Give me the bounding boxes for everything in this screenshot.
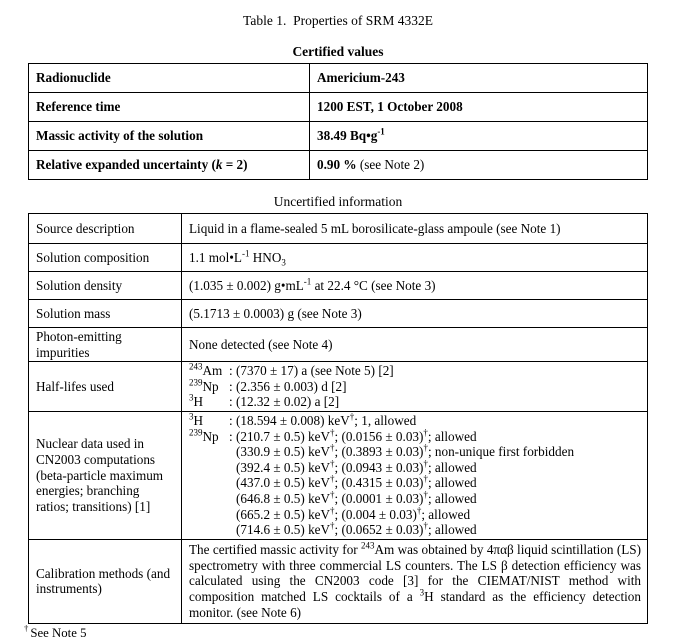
nuclear-data-cell [182, 411, 648, 539]
row-label-cell: Half-lifes used [29, 362, 182, 412]
nuclide-symbol [189, 460, 229, 476]
row-value-cell: Americium-243 [310, 64, 648, 93]
uncertified-information-table [28, 213, 648, 624]
nuclear-data-line [189, 507, 641, 523]
row-label-cell: Solution mass [29, 300, 182, 328]
nuclear-data-value: (437.0 ± 0.5) keV†; (0.4315 ± 0.03)†; allowed [236, 473, 477, 491]
nuclear-data-line [189, 429, 641, 445]
nuclear-data-line [189, 444, 641, 460]
half-lives-cell [182, 362, 648, 412]
table-row [29, 411, 648, 539]
table-row [29, 328, 648, 362]
nuclear-data-line [189, 460, 641, 476]
row-value-cell: 38.49 $Bq•g^{-1}$ [310, 122, 648, 151]
row-label-cell: Calibration methods (and instruments) [29, 539, 182, 623]
row-label-cell: Source description [29, 214, 182, 244]
row-label-cell: Solution density [29, 272, 182, 300]
row-label-cell: Nuclear data used in CN2003 computations (beta-particle maximum energies; branching ratios; transitions) [1] [29, 411, 182, 539]
row-value-cell: 1200 EST, 1 October 2008 [310, 93, 648, 122]
calibration-methods-cell: The certified massic activity for $^{243}$Am was obtained by 4παβ liquid scintillation (LS) spectrometry with three commercial LS counters. The LS β detection efficiency was calculated using the CN2003 code [3] for the CIEMAT/NIST method with composition matched LS cocktails of a $^3$H standard as the efficiency detection monitor. (see Note 6) [182, 539, 648, 623]
table-title: Table 1. Properties of SRM 4332E [243, 13, 433, 28]
row-label-cell: Relative expanded uncertainty (k = 2) [29, 151, 310, 180]
certified-values-heading: Certified values [292, 44, 384, 59]
row-value-cell: Liquid in a flame-sealed 5 mL borosilicate-glass ampoule (see Note 1) [182, 214, 648, 244]
footnote-text: See Note 5 [30, 625, 87, 640]
nuclear-data-line [189, 413, 641, 429]
nuclide-symbol [189, 507, 229, 523]
certified-values-table [28, 63, 648, 180]
row-value-cell: (5.1713 ± 0.0003) g (see Note 3) [182, 300, 648, 328]
table-row [29, 64, 648, 93]
nuclide-symbol [189, 522, 229, 538]
nuclide-symbol [189, 444, 229, 460]
nuclear-data-value: (714.6 ± 0.5) keV†; (0.0652 ± 0.03)†; allowed [236, 520, 477, 538]
nuclear-data-value: (665.2 ± 0.5) keV†; (0.004 ± 0.03)†; allowed [236, 505, 471, 522]
table-row [29, 272, 648, 300]
row-label-cell: Radionuclide [29, 64, 310, 93]
nuclide-symbol: $^{243}$Am [189, 361, 223, 379]
nuclide-symbol: $^{239}$Np [189, 427, 219, 444]
table-row [29, 244, 648, 272]
nuclide-symbol [189, 491, 229, 507]
nuclide-symbol: $^3$H [189, 411, 204, 428]
row-label-cell: Massic activity of the solution [29, 122, 310, 151]
nuclide-symbol [189, 475, 229, 491]
dagger-symbol: † [24, 623, 29, 634]
row-value-cell: None detected (see Note 4) [182, 328, 648, 362]
half-life-line [189, 394, 641, 410]
nuclear-data-line [189, 475, 641, 491]
table-row [29, 122, 648, 151]
row-label-cell: Solution composition [29, 244, 182, 272]
row-label-cell: Reference time [29, 93, 310, 122]
half-life-value: : (12.32 ± 0.02) a [2] [229, 394, 340, 410]
nuclear-data-value: (392.4 ± 0.5) keV†; (0.0943 ± 0.03)†; allowed [236, 458, 477, 475]
half-life-line [189, 363, 641, 379]
table-row [29, 93, 648, 122]
nuclear-data-value: (330.9 ± 0.5) keV†; (0.3893 ± 0.03)†; non-unique first forbidden [236, 442, 575, 460]
uncertified-information-heading: Uncertified information [273, 194, 403, 209]
nuclear-data-value: (646.8 ± 0.5) keV†; (0.0001 ± 0.03)†; allowed [236, 489, 477, 506]
nuclide-symbol: $^3$H [189, 392, 204, 410]
nuclide-symbol: $^{239}$Np [189, 377, 219, 394]
table-row [29, 214, 648, 244]
nuclear-data-value: : (210.7 ± 0.5) keV†; (0.0156 ± 0.03)†; allowed [229, 427, 477, 444]
half-life-line [189, 379, 641, 395]
row-value-cell: (1.035 ± 0.002) $g•mL^{-1}$ at 22.4 °C (see Note 3) [182, 272, 648, 300]
nuclear-data-line [189, 522, 641, 538]
table-row [29, 362, 648, 412]
nuclear-data-value: : (18.594 ± 0.008) keV†; 1, allowed [229, 411, 417, 428]
dagger-footnote [24, 623, 676, 641]
table-row [29, 539, 648, 623]
row-value-cell: 1.1 $mol•L^{-1}$ $HNO_3$ [182, 244, 648, 272]
row-label-cell: Photon-emitting impurities [29, 328, 182, 362]
half-life-value: : (2.356 ± 0.003) d [2] [229, 378, 347, 394]
half-life-value: : (7370 ± 17) a (see Note 5) [2] [229, 363, 394, 379]
table-row [29, 151, 648, 180]
row-value-cell: 0.90 % (see Note 2) [310, 151, 648, 180]
nuclear-data-line [189, 491, 641, 507]
table-row [29, 300, 648, 328]
